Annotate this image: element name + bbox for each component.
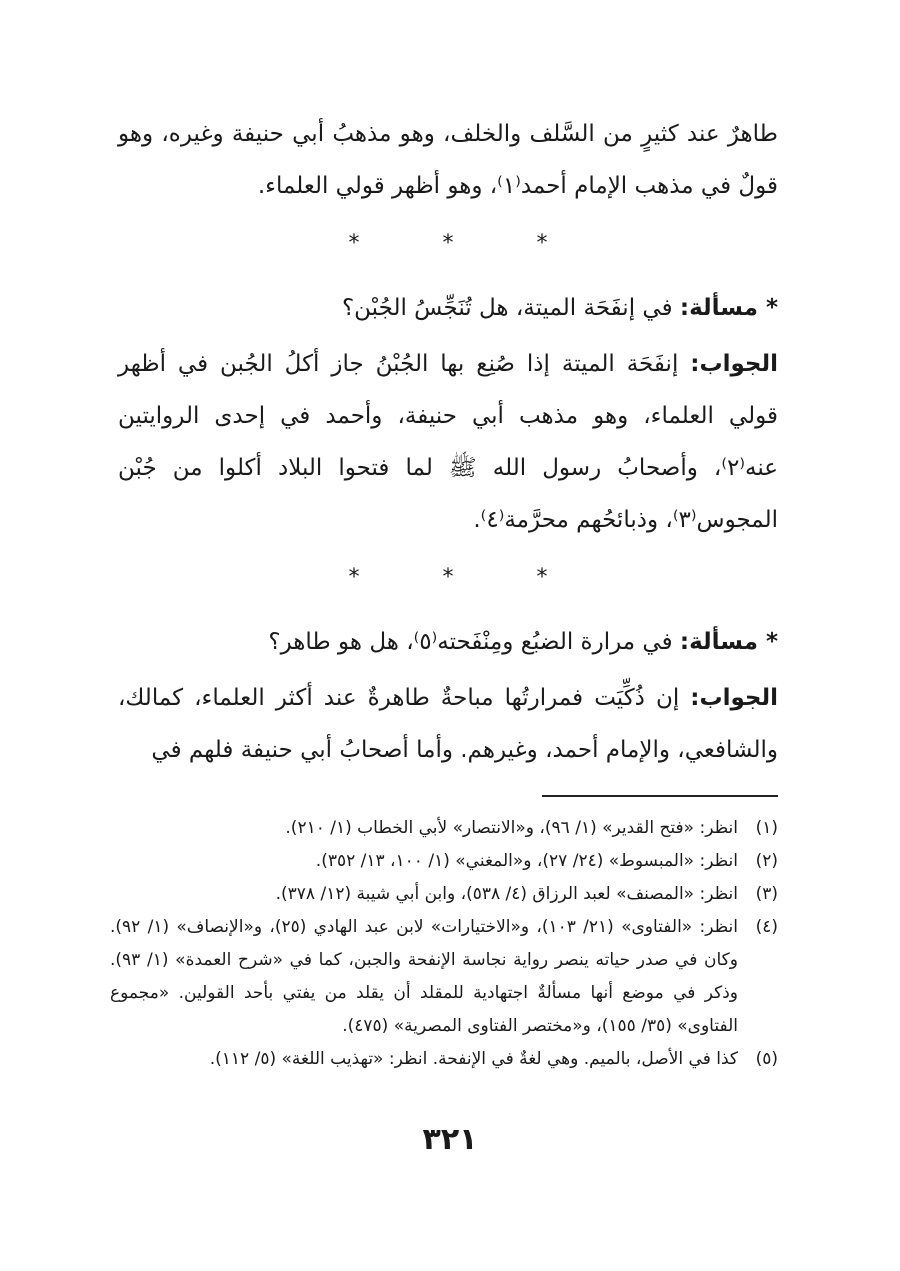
footnote-number: (٤) <box>755 917 778 937</box>
intro-paragraph: طاهرٌ عند كثيرٍ من السَّلف والخلف، وهو مذهبُ أبي حنيفة وغيره، وهو قولٌ في مذهب الإمام أحمد⁽١⁾، وهو أظهر قولي العلماء. <box>118 121 778 199</box>
question-1 <box>118 282 778 334</box>
footnote-text: انظر: «المبسوط» (٢٤/ ٢٧)، و«المغني» (١/ ١٠٠، ١٣/ ٣٥٢). <box>315 851 738 871</box>
footnote-number: (٣) <box>755 884 778 904</box>
question-1-text: في إنفَحَة الميتة، هل تُنَجِّسُ الجُبْن؟ <box>341 295 680 321</box>
page-number: ٣٢١ <box>422 1122 478 1157</box>
section-separator-2: * * * <box>348 565 586 590</box>
question-2-label: * مسألة: <box>679 629 778 655</box>
footnote-item <box>110 911 778 1043</box>
answer-1-label: الجواب: <box>690 351 778 377</box>
footnote-item <box>110 845 778 878</box>
answer-2-label: الجواب: <box>690 685 778 711</box>
footnote-divider <box>542 795 778 797</box>
answer-2-text: إن ذُكِّيَت فمرارتُها مباحةٌ طاهرةٌ عند أكثر العلماء، كمالك، والشافعي، والإمام أحمد، وغيرهم. وأما أصحابُ أبي حنيفة فلهم في <box>118 685 778 763</box>
footnote-item <box>110 878 778 911</box>
footnote-text: انظر: «المصنف» لعبد الرزاق (٤/ ٥٣٨)، وابن أبي شيبة (١٢/ ٣٧٨). <box>275 884 738 904</box>
footnote-item <box>110 1043 778 1076</box>
footnote-number: (٥) <box>755 1049 778 1069</box>
answer-1-text: إنفَحَة الميتة إذا صُنِع بها الجُبْنُ جاز أكلُ الجُبن في أظهر قولي العلماء، وهو مذهب أبي حنيفة، وأحمد في إحدى الروايتين عنه⁽٢⁾، وأصحابُ رسول الله ﷺ لما فتحوا البلاد أكلوا من جُبْن المجوس⁽٣⁾، وذبائحُهم محرَّمة⁽٤⁾. <box>118 351 778 533</box>
footnote-number: (١) <box>755 818 778 838</box>
footnote-text: كذا في الأصل، بالميم. وهي لغةٌ في الإنفحة. انظر: «تهذيب اللغة» (٥/ ١١٢). <box>209 1049 738 1069</box>
footnote-text: انظر: «الفتاوى» (٢١/ ١٠٣)، و«الاختيارات» لابن عبد الهادي (٢٥)، و«الإنصاف» (١/ ٩٢). وكان في صدر حياته ينصر رواية نجاسة الإنفحة والجبن، كما في «شرح العمدة» (١/ ٩٣). وذكر في موضع أنها مسألةٌ اجتهادية للمقلد أن يقلد من يفتي بأحد القولين. «مجموع الفتاوى» (٣٥/ ١٥٥)، و«مختصر الفتاوى المصرية» (٤٧٥). <box>110 917 738 1036</box>
question-2-text: في مرارة الضبُع ومِنْفَحته⁽٥⁾، هل هو طاهر؟ <box>268 629 680 655</box>
footnote-number: (٢) <box>755 851 778 871</box>
footnotes <box>110 812 778 1076</box>
question-1-label: * مسألة: <box>679 295 778 321</box>
question-2 <box>118 616 778 668</box>
answer-2 <box>118 672 778 776</box>
section-separator: * * * <box>348 231 586 256</box>
footnote-item <box>110 812 778 845</box>
footnote-text: انظر: «فتح القدير» (١/ ٩٦)، و«الانتصار» لأبي الخطاب (١/ ٢١٠). <box>285 818 738 838</box>
main-text <box>118 108 778 776</box>
answer-1 <box>118 338 778 546</box>
